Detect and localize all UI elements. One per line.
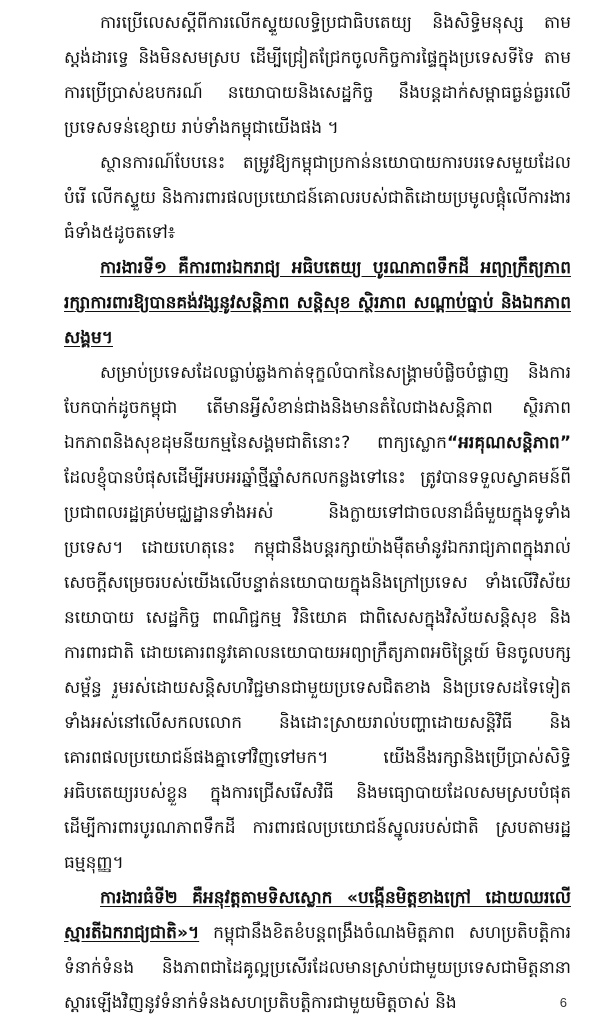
paragraph-peace-text-before: សម្រាប់ប្រទេសដែលធ្លាប់ឆ្លងកាត់ទុក្ខលំបាកនៃសង្គ្រាមបំផ្លិចបំផ្លាញ និងការបែកបាក់ដូចកម្ពុជា តើមានអ្វីសំខាន់ជាងនិងមានតំលៃជាងសន្តិភាព ស្ថិរភាព ឯកភាពនិងសុខដុមនីយកម្មនៃសង្គមជាតិនោះ? ពាក្យស្លោក xyxy=(64,363,571,453)
paragraph-situation: ស្ថានការណ៍បែបនេះ តម្រូវឱ្យកម្ពុជាប្រកាន់នយោបាយការបរទេសមួយដែលបំរើ លើកស្ទួយ និងការពារផលប្រយោជន៍គោលរបស់ជាតិដោយប្រមូលផ្តុំលើការងារធំទាំង៥ដូចតទៅ៖ xyxy=(64,153,571,243)
paragraph-peace-text-after: ដែលខ្ញុំបានបំផុសដើម្បីអបអរឆ្នាំថ្មីឆ្នាំសកលកន្លងទៅនេះ ត្រូវបានទទួលស្វាគមន៍ពីប្រជាពលរដ្ឋគ្រប់មជ្ឈដ្ឋានទាំងអស់ និងក្លាយទៅជាចលនាដ៏ធំមួយក្នុងទូទាំងប្រទេស។ ដោយហេតុនេះ កម្ពុជានឹងបន្តរក្សាយ៉ាងម៉ឺតមាំនូវឯករាជ្យភាពក្នុងរាល់សេចក្តីសម្រេចរបស់យើងលើបន្ទាត់នយោបាយក្នុងនិងក្រៅប្រទេស ទាំងលើវិស័យនយោបាយ សេដ្ឋកិច្ច ពាណិជ្ជកម្ម វិនិយោគ ជាពិសេសក្នុងវិស័យសន្តិសុខ និងការពារជាតិ ដោយគោរពនូវគោលនយោបាយអព្យាក្រឹត្យភាពអចិន្ត្រៃយ៍ មិនចូលបក្សសម្ព័ន្ធ រួមរស់ដោយសន្តិសហវិជ្ជមានជាមួយប្រទេសជិតខាង និងប្រទេសដទៃទៀតទាំងអស់នៅលើសកលលោក និងដោះស្រាយរាល់បញ្ហាដោយសន្តិវិធី និងគោរពផលប្រយោជន៍ផងគ្នាទៅវិញទៅមក។ យើងនឹងរក្សានិងប្រើប្រាស់សិទ្ធិអធិបតេយ្យរបស់ខ្លួន ក្នុងការជ្រើសរើសវិធី និងមធ្យោបាយដែលសមស្របបំផុត ដើម្បីការពារបូរណភាពទឹកដី ការពារផលប្រយោជន៍ស្នូលរបស់ជាតិ ស្របតាមរដ្ឋធម្មនុញ្ញ។ xyxy=(64,468,571,873)
paragraph-task-2 xyxy=(64,881,571,1021)
task-1-heading: ការងារទី១ គឺការពារឯករាជ្យ អធិបតេយ្យ បូរណភាពទឹកដី អព្យាក្រឹត្យភាព រក្សាការពារឱ្យបានគង់វង្សនូវសន្តិភាព សន្តិសុខ ស្ថិរភាព សណ្តាប់ធ្នាប់ និងឯកភាពសង្គម។ xyxy=(64,258,571,348)
paragraph-task-2-text: កម្ពុជានឹងខិតខំបន្តពង្រឹងចំណងមិត្តភាព សហប្រតិបត្តិការ ទំនាក់ទំនង និងភាពជាដៃគូល្អប្រសើរដែលមានស្រាប់ជាមួយប្រទេសជាមិត្តនានា ស្តារឡើងវិញនូវទំនាក់ទំនងសហប្រតិបត្តិការជាមួយមិត្តចាស់ និង xyxy=(64,923,571,1013)
slogan-thank-peace: “អរគុណសន្តិភាព” xyxy=(446,433,571,453)
paragraph-intro: ការប្រើលេសស្តីពីការលើកស្ទួយលទ្ធិប្រជាធិបតេយ្យ និងសិទ្ធិមនុស្ស តាមស្តង់ដារទ្វេ និងមិនសមស្រប ដើម្បីជ្រៀតជ្រែកចូលកិច្ចការផ្ទៃក្នុងប្រទេសទីទៃ តាមការប្រើប្រាស់ឧបករណ៍ នយោបាយនិងសេដ្ឋកិច្ច នឹងបន្តដាក់សម្ពាធធ្ងន់ធ្ងរលើប្រទេសទន់ខ្សោយ រាប់ទាំងកម្ពុជាយើងផង ។ xyxy=(64,13,571,138)
task-1-heading-paragraph xyxy=(64,251,571,356)
page-number: 6 xyxy=(559,995,567,1010)
paragraph-peace xyxy=(64,356,571,881)
task-2-heading: ការងារធំទី២ គឺអនុវត្តតាមទិសស្លោក «បង្កើនមិត្តខាងក្រៅ ដោយឈរលើស្មារតីឯករាជ្យជាតិ»។ xyxy=(64,888,571,943)
